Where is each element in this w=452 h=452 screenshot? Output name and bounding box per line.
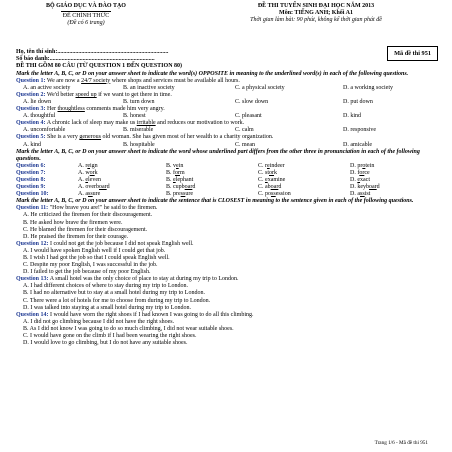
option-text: D. keyb — [350, 184, 369, 191]
option-a[interactable]: A. thoughtful — [23, 113, 56, 120]
question-label: Question 11: — [16, 205, 49, 212]
option-text: C. — [258, 176, 266, 183]
option-d[interactable] — [350, 191, 434, 198]
exam-header — [16, 3, 446, 27]
question-text: I could not get the job because I did not speak English well. — [50, 240, 194, 247]
candidate-info — [16, 49, 446, 63]
underlined-part: or — [359, 169, 365, 176]
question-text: old woman. She has given most of her wealth to a charity organization. — [101, 134, 274, 141]
question-label: Question 13: — [16, 276, 49, 283]
page-footer: Trang 1/6 - Mã đề thi 951 — [374, 439, 428, 446]
question-6 — [16, 163, 446, 170]
option-text: B. v — [166, 162, 177, 169]
question-10 — [16, 191, 446, 198]
option-b[interactable] — [166, 191, 258, 198]
question-label: Question 6: — [16, 162, 46, 169]
option-b[interactable] — [166, 170, 258, 177]
underlined-word: irritable — [136, 120, 156, 127]
instruction-1: Mark the letter A, B, C, or D on your answer sheet to indicate the word(s) OPPOSITE in meaning to the underlined word(s) in each of the following questions. — [16, 70, 409, 77]
option-text: A. overb — [78, 184, 99, 191]
option-text: indeer — [269, 162, 285, 169]
option-d[interactable]: D. I failed to get the job because of my poor English. — [23, 269, 151, 276]
candidate-name-line: Họ, tên thí sinh:.......................................................................... — [16, 49, 169, 56]
underlined-word: thoughtless — [57, 106, 85, 113]
option-c[interactable] — [258, 191, 350, 198]
option-text: ession — [275, 191, 291, 198]
option-text: A. r — [78, 162, 88, 169]
option-b[interactable]: B. As I did not know I was going to do so much climbing, I did not wear suitable shoes. — [23, 325, 234, 332]
option-text: D. a — [350, 191, 360, 198]
question-label: Question 2: — [16, 91, 46, 98]
question-label: Question 7: — [16, 169, 46, 176]
option-d[interactable]: D. responsive — [343, 127, 376, 134]
option-d[interactable] — [350, 184, 434, 191]
option-text: B. cupb — [166, 184, 185, 191]
option-c[interactable]: C. slow down — [235, 98, 269, 105]
section-title: ĐỀ THI GỒM 80 CÂU (TỪ QUESTION 1 ĐẾN QUESTION 80) — [16, 63, 183, 70]
option-text: leven — [88, 176, 102, 183]
options-13 — [16, 283, 446, 311]
underlined-part: oar — [270, 184, 279, 191]
option-d[interactable]: D. amicable — [343, 141, 372, 148]
exam-time: Thời gian làm bài: 90 phút, không kể thời gian phát đề — [250, 17, 382, 24]
question-2 — [16, 92, 446, 99]
option-b[interactable]: B. honest — [123, 113, 146, 120]
option-text: tein — [365, 162, 375, 169]
underlined-part: e — [265, 176, 268, 183]
option-text: B. f — [166, 169, 175, 176]
question-1 — [16, 78, 446, 85]
option-a[interactable] — [78, 191, 166, 198]
underlined-part: e — [357, 176, 361, 183]
option-text: ce — [364, 169, 370, 176]
question-label: Question 3: — [16, 106, 46, 113]
option-c[interactable]: C. calm — [235, 127, 254, 134]
candidate-number-line: Số báo danh:...................................................................... — [16, 56, 155, 63]
option-text: C. r — [258, 162, 267, 169]
underlined-word: speed up — [75, 91, 97, 98]
option-a[interactable] — [78, 163, 166, 170]
underlined-part: ss — [271, 191, 276, 198]
pronunciation-questions — [16, 163, 446, 198]
question-label: Question 1: — [16, 77, 46, 84]
option-c[interactable] — [258, 163, 350, 170]
question-text: We are now a — [46, 77, 82, 84]
underlined-part: or — [175, 169, 180, 176]
options-11 — [16, 212, 446, 240]
official-label: ĐỀ CHÍNH THỨC — [62, 13, 110, 20]
instruction-2: Mark the letter A, B, C, or D on your answer sheet to indicate the word whose underlined part differs from the other three in pronunciation in each of the following questions. — [16, 148, 420, 162]
underlined-part: e — [176, 162, 179, 169]
option-text: k — [94, 169, 98, 176]
exam-title: ĐỀ THI TUYỂN SINH ĐẠI HỌC NĂM 2013 — [257, 3, 375, 9]
options-14 — [16, 319, 446, 347]
option-d[interactable] — [350, 170, 434, 177]
option-text: d — [106, 184, 110, 191]
option-text: d — [376, 184, 380, 191]
exam-code-box: Mã đề thi 951 — [387, 46, 438, 61]
option-a[interactable]: A. an active society — [23, 84, 71, 91]
option-text: D. pr — [350, 162, 363, 169]
underlined-part: oar — [184, 184, 193, 191]
option-a[interactable]: A. uncomfortable — [23, 127, 66, 134]
option-b[interactable]: B. I had no alternative but to stay at a small hotel during my trip to London. — [23, 290, 205, 297]
underlined-part: e — [87, 162, 91, 169]
option-text: xact — [360, 176, 371, 183]
option-c[interactable] — [258, 170, 350, 177]
question-8 — [16, 177, 446, 184]
question-label: Question 10: — [16, 191, 49, 198]
question-3 — [16, 106, 446, 113]
option-text: ign — [90, 162, 98, 169]
option-text: C. ab — [258, 184, 271, 191]
question-12 — [16, 241, 446, 248]
option-b[interactable]: B. miserable — [123, 127, 154, 134]
option-a[interactable]: A. I had different choices of where to stay during my trip to London. — [23, 283, 189, 290]
option-text: d — [278, 184, 282, 191]
question-label: Question 4: — [16, 120, 46, 127]
header-left — [16, 3, 156, 27]
option-a[interactable]: A. I would have spoken English well if I could get that job. — [23, 247, 166, 254]
underlined-part: ss — [88, 191, 93, 198]
underlined-part: o — [362, 162, 366, 169]
option-c[interactable]: C. a physical society — [235, 84, 285, 91]
question-text: A chronic lack of sleep may make us — [46, 120, 137, 127]
question-text: She is a very — [47, 134, 80, 141]
divider — [61, 11, 111, 12]
option-b[interactable]: B. He asked how brave the firemen were. — [23, 219, 123, 226]
question-4 — [16, 120, 446, 127]
option-b[interactable]: B. hospitable — [123, 141, 155, 148]
option-c[interactable]: C. pleasant — [235, 113, 262, 120]
option-b[interactable] — [166, 163, 258, 170]
question-7 — [16, 170, 446, 177]
question-text: Her — [47, 106, 58, 113]
option-b[interactable]: B. an inactive society — [123, 84, 175, 91]
question-label: Question 8: — [16, 176, 46, 183]
underlined-part: ss — [360, 191, 365, 198]
question-5 — [16, 134, 446, 141]
underlined-part: ss — [180, 191, 186, 198]
option-d[interactable]: D. He praised the firemen for their courage. — [23, 233, 129, 240]
instruction-3: Mark the letter A, B, C, or D on your answer sheet to indicate the sentence that is CLOSEST in meaning to the sentence given in each of the following questions. — [16, 198, 414, 205]
option-d[interactable]: D. a working society — [343, 84, 393, 91]
option-d[interactable]: D. I was talked into staying at a small hotel during my trip to London. — [23, 304, 191, 311]
option-text: d — [192, 184, 196, 191]
option-text: C. st — [258, 169, 270, 176]
option-text: ure — [185, 191, 194, 198]
question-14 — [16, 312, 446, 319]
option-c[interactable]: C. There were a lot of hotels for me to choose from during my trip to London. — [23, 297, 211, 304]
underlined-part: e — [267, 162, 270, 169]
question-text: comments made him very angry. — [84, 106, 165, 113]
options-12 — [16, 248, 446, 276]
question-9 — [16, 184, 446, 191]
option-c[interactable]: C. mean — [235, 141, 255, 148]
question-text: if we want to get there in time. — [96, 91, 172, 98]
option-b[interactable] — [166, 177, 258, 184]
underlined-word: 24/7 society — [81, 77, 111, 84]
question-label: Question 14: — [16, 311, 49, 318]
question-text: "How brave you are!" he said to the firemen. — [49, 205, 158, 212]
option-c[interactable]: C. I would have gone on the climb if I had been wearing the right shoes. — [23, 333, 197, 340]
option-c[interactable] — [258, 184, 350, 191]
underlined-part: or — [269, 169, 275, 176]
underlined-part: e — [173, 176, 176, 183]
option-d[interactable] — [350, 177, 434, 184]
option-a[interactable]: A. He criticized the firemen for their discouragement. — [23, 212, 153, 219]
option-text: k — [274, 169, 278, 176]
option-text: xamine — [267, 176, 286, 183]
header-right — [196, 3, 436, 27]
underlined-part: oar — [99, 184, 107, 191]
option-text: m — [180, 169, 185, 176]
option-text: A. a — [78, 191, 88, 198]
option-b[interactable]: B. I wish I had got the job so that I could speak English well. — [23, 255, 170, 261]
option-text: B. pre — [166, 191, 181, 198]
underlined-part: or — [89, 169, 95, 176]
question-text: and reduces our motivation to work. — [155, 120, 245, 127]
option-a[interactable]: A. lie down — [23, 98, 52, 105]
option-d[interactable]: D. kind — [343, 113, 361, 120]
ministry-name: BỘ GIÁO DỤC VÀ ĐÀO TẠO — [46, 3, 126, 9]
option-d[interactable]: D. put down — [343, 98, 373, 105]
options-5 — [16, 142, 446, 149]
page-count: (Đề có 6 trang) — [67, 20, 105, 27]
option-text: in — [178, 162, 184, 169]
options-1 — [16, 85, 446, 92]
option-a[interactable] — [78, 170, 166, 177]
option-text: C. po — [258, 191, 272, 198]
option-c[interactable] — [258, 177, 350, 184]
option-text: ure — [92, 191, 101, 198]
options-2 — [16, 99, 446, 106]
question-text: where shops and services must be available all hours. — [110, 77, 240, 84]
option-text: lephant — [175, 176, 194, 183]
option-a[interactable]: A. kind — [23, 141, 41, 148]
option-text: D. f — [350, 169, 360, 176]
option-b[interactable] — [166, 184, 258, 191]
question-label: Question 12: — [16, 240, 49, 247]
exam-subject: Môn: TIẾNG ANH; Khối A1 — [279, 10, 353, 17]
underlined-part: oar — [369, 184, 377, 191]
option-a[interactable] — [78, 184, 166, 191]
underlined-part: e — [85, 176, 89, 183]
option-text: ist — [364, 191, 371, 198]
option-d[interactable]: D. I would love to go climbing, but I do not have any suitable shoes. — [23, 340, 188, 347]
question-text: We'd better — [46, 91, 76, 98]
underlined-word: generous — [79, 134, 102, 141]
option-a[interactable]: A. I did not go climbing because I did not have the right shoes. — [23, 318, 175, 325]
option-text: A. w — [78, 169, 90, 176]
option-b[interactable]: B. turn down — [123, 98, 155, 105]
option-d[interactable] — [350, 163, 434, 170]
option-text: A. — [78, 176, 86, 183]
question-text: I would have worn the right shoes if I had known I was going to do all this climbing. — [50, 311, 254, 318]
question-label: Question 5: — [16, 134, 46, 141]
question-label: Question 9: — [16, 184, 46, 191]
option-a[interactable] — [78, 177, 166, 184]
option-text: D. — [350, 176, 358, 183]
option-text: B. — [166, 176, 174, 183]
question-text: A small hotel was the only choice of place to stay at during my trip to London. — [49, 276, 239, 283]
option-c[interactable]: C. He blamed the firemen for their discouragement. — [23, 226, 148, 233]
option-c[interactable]: C. Despite my poor English, I was successful in the job. — [23, 262, 158, 269]
